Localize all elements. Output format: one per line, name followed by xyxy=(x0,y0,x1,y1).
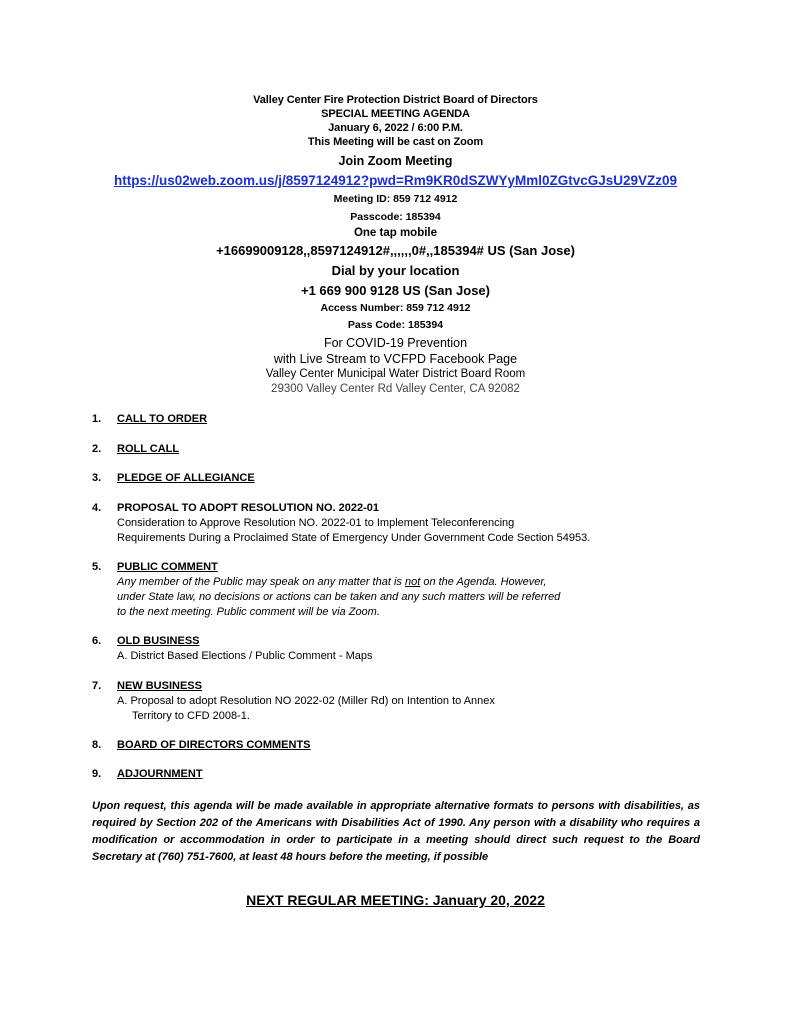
text-segment: on the Agenda. However, xyxy=(420,576,547,588)
zoom-meeting-link[interactable]: https://us02web.zoom.us/j/8597124912?pwd=Rm9KR0dSZWYyMml0ZGtvcGJsU29VZz09 xyxy=(113,173,678,188)
item-number: 4. xyxy=(92,502,102,514)
public-comment-line-1 xyxy=(117,575,546,590)
item-number: 6. xyxy=(92,635,102,647)
item-number: 5. xyxy=(92,561,102,573)
agenda-item-old-business xyxy=(92,635,200,647)
zoom-link-row xyxy=(0,172,791,190)
item-title: PUBLIC COMMENT xyxy=(117,561,218,573)
new-business-item-a: A. Proposal to adopt Resolution NO 2022-02 (Miller Rd) on Intention to Annex xyxy=(117,695,495,707)
meeting-date-time: January 6, 2022 / 6:00 P.M. xyxy=(328,122,463,134)
agenda-item-adjournment xyxy=(92,768,203,780)
covid-line-2: with Live Stream to VCFPD Facebook Page xyxy=(273,352,518,366)
item-title: CALL TO ORDER xyxy=(117,413,208,425)
item-number: 3. xyxy=(92,472,102,484)
agenda-item-roll-call xyxy=(92,443,179,455)
item-number: 9. xyxy=(92,768,102,780)
agenda-item-resolution-2022-01 xyxy=(92,502,379,514)
accessibility-notice: Upon request, this agenda will be made available in appropriate alternative formats to persons with disabilities, as required by Section 202 of the Americans with Disabilities Act of 1990. Any person with a disability who requires a modification or accommodation in order to participate in a meeting should direct such request to the Board Secretary at (760) 751-7600, at least 48 hours before the meeting, if possible xyxy=(92,800,700,863)
agenda-item-new-business xyxy=(92,680,202,692)
item-number: 8. xyxy=(92,739,102,751)
public-comment-line-2: under State law, no decisions or actions can be taken and any such matters will be referred xyxy=(117,591,561,603)
item-description-line: Requirements During a Proclaimed State of Emergency Under Government Code Section 54953. xyxy=(117,532,591,544)
old-business-item-a: A. District Based Elections / Public Comment - Maps xyxy=(117,650,373,662)
meeting-id: Meeting ID: 859 712 4912 xyxy=(333,193,458,205)
item-number: 2. xyxy=(92,443,102,455)
pass-code: Pass Code: 185394 xyxy=(347,319,444,331)
item-title: PROPOSAL TO ADOPT RESOLUTION NO. 2022-01 xyxy=(117,502,380,514)
agenda-type: SPECIAL MEETING AGENDA xyxy=(321,108,470,120)
venue-address: 29300 Valley Center Rd Valley Center, CA 92082 xyxy=(271,383,520,395)
covid-line-1: For COVID-19 Prevention xyxy=(323,336,468,350)
agenda-item-pledge xyxy=(92,472,255,484)
agenda-item-public-comment xyxy=(92,561,218,573)
item-title: ROLL CALL xyxy=(117,443,180,455)
item-title: BOARD OF DIRECTORS COMMENTS xyxy=(117,739,311,751)
one-tap-number: +16699009128,,8597124912#,,,,,,0#,,185394# US (San Jose) xyxy=(216,243,575,258)
org-title: Valley Center Fire Protection District Board of Directors xyxy=(253,94,538,106)
agenda-item-call-to-order xyxy=(92,413,207,425)
item-title: NEW BUSINESS xyxy=(117,680,202,692)
dial-number: +1 669 900 9128 US (San Jose) xyxy=(301,283,490,298)
emphasis-not: not xyxy=(404,576,421,588)
cast-note: This Meeting will be cast on Zoom xyxy=(307,136,484,148)
item-description-line: Consideration to Approve Resolution NO. 2022-01 to Implement Teleconferencing xyxy=(117,517,515,529)
passcode: Passcode: 185394 xyxy=(350,211,441,223)
item-title: OLD BUSINESS xyxy=(117,635,200,647)
new-business-item-a-cont: Territory to CFD 2008-1. xyxy=(132,710,250,722)
item-title: PLEDGE OF ALLEGIANCE xyxy=(117,472,255,484)
text-segment: Any member of the Public may speak on any matter that is xyxy=(117,576,405,588)
join-zoom-label: Join Zoom Meeting xyxy=(338,154,453,168)
next-meeting: NEXT REGULAR MEETING: January 20, 2022 xyxy=(246,892,545,908)
item-number: 7. xyxy=(92,680,102,692)
public-comment-line-3: to the next meeting. Public comment will be via Zoom. xyxy=(117,606,380,618)
item-number: 1. xyxy=(92,413,102,425)
item-title: ADJOURNMENT xyxy=(117,768,203,780)
agenda-item-board-comments xyxy=(92,739,311,751)
access-number: Access Number: 859 712 4912 xyxy=(320,302,471,314)
venue-name: Valley Center Municipal Water District Board Room xyxy=(265,368,526,380)
dial-label: Dial by your location xyxy=(331,263,460,278)
one-tap-label: One tap mobile xyxy=(353,227,438,239)
